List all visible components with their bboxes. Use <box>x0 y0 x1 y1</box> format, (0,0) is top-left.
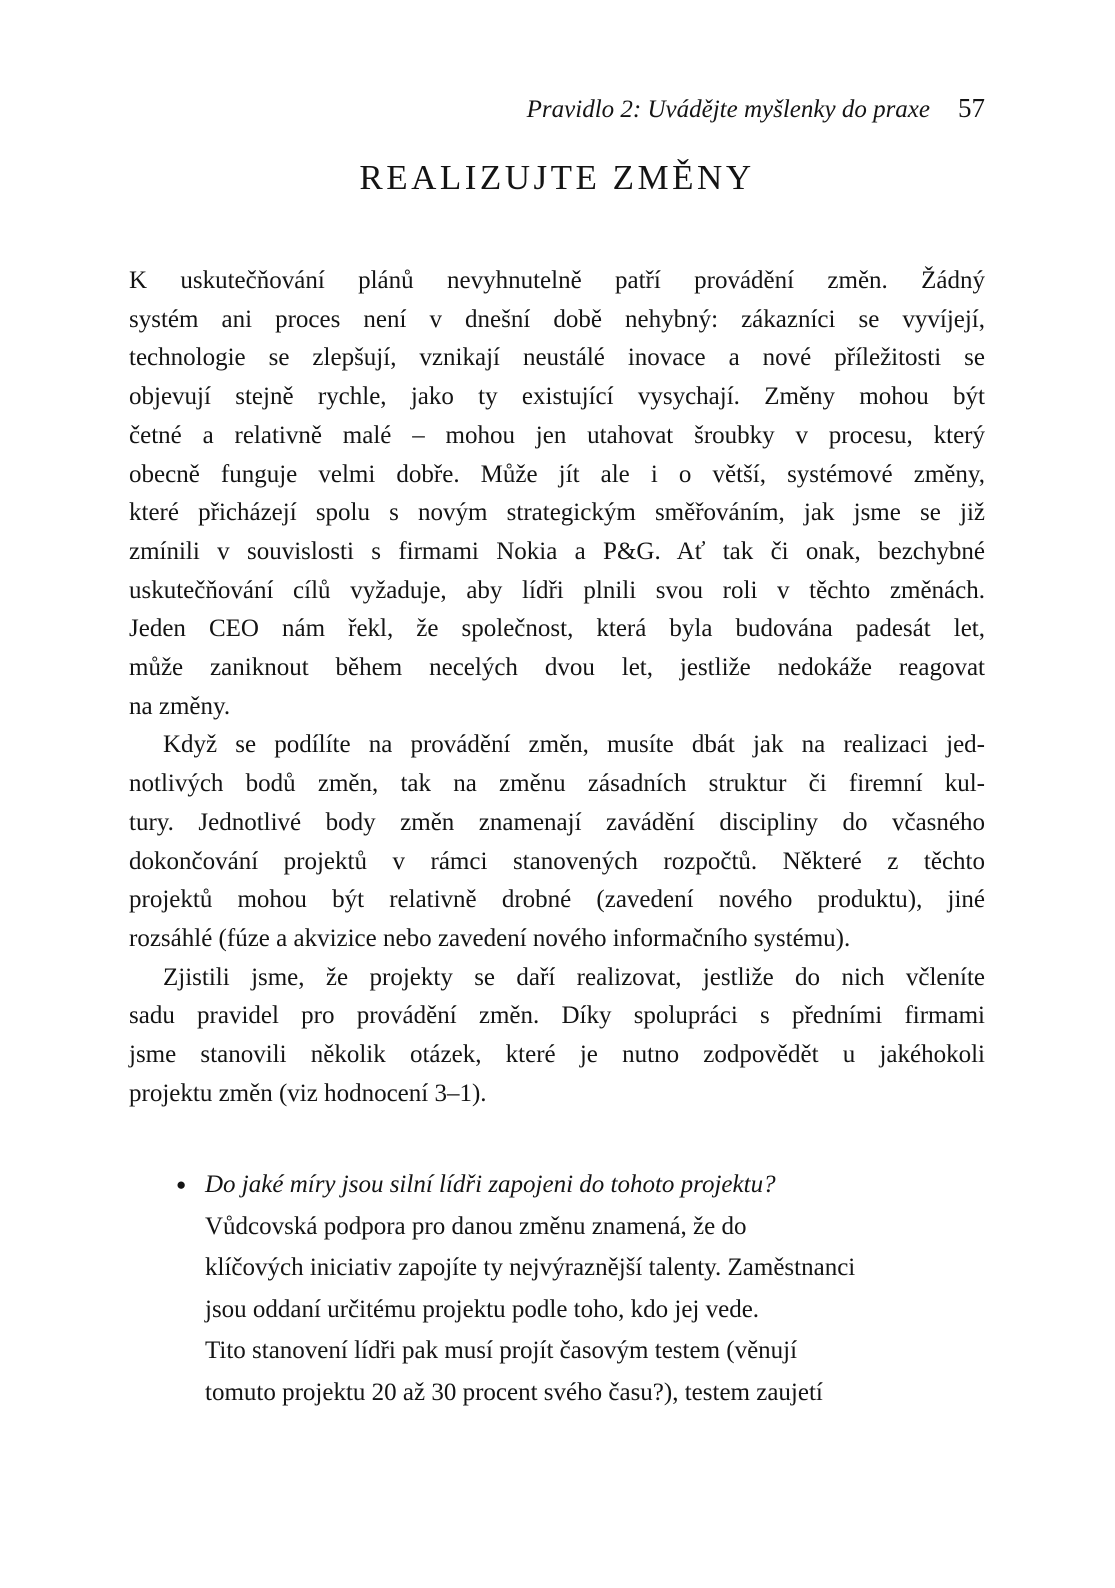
text-line: systém ani proces není v dnešní době nehybný: zákazníci se vyvíjejí, <box>129 305 985 333</box>
text-line: technologie se zlepšují, vznikají neustálé inovace a nové příležitosti se <box>129 344 985 372</box>
text-line: dokončování projektů v rámci stanovených rozpočtů. Některé z těchto <box>129 847 985 875</box>
running-title: Pravidlo 2: Uvádějte myšlenky do praxe <box>526 96 930 123</box>
text-line: tury. Jednotlivé body změn znamenají zavádění discipliny do včasného <box>129 808 985 836</box>
body-text <box>129 262 985 1413</box>
text-line: K uskutečňování plánů nevyhnutelně patří provádění změn. Žádný <box>129 267 985 294</box>
text-line: projektů mohou být relativně drobné (zavedení nového produktu), jiné <box>129 886 985 914</box>
text-line: jsou oddaní určitému projektu podle toho, kdo jej vede. <box>205 1295 760 1323</box>
paragraph-1 <box>129 262 985 726</box>
text-line: rozsáhlé (fúze a akvizice nebo zavedení nového informačního systému). <box>129 924 851 952</box>
bullet-question: Do jaké míry jsou silní lídři zapojeni do tohoto projektu? <box>205 1171 776 1199</box>
text-line: projektu změn (viz hodnocení 3–1). <box>129 1079 487 1107</box>
text-line: Když se podílíte na provádění změn, musíte dbát jak na realizaci jed- <box>163 731 985 759</box>
text-line: notlivých bodů změn, tak na změnu zásadních struktur či firemní kul- <box>129 770 985 798</box>
text-line: jsme stanovili několik otázek, které je nutno zodpovědět u jakéhokoli <box>129 1041 985 1069</box>
text-line: Vůdcovská podpora pro danou změnu znamená, že do <box>205 1212 747 1240</box>
text-line: obecně funguje velmi dobře. Může jít ale i o větší, systémové změny, <box>129 460 985 488</box>
text-line: může zaniknout během necelých dvou let, jestliže nedokáže reagovat <box>129 654 985 682</box>
bullet-text <box>205 1164 985 1413</box>
text-line: četné a relativně malé – mohou jen utahovat šroubky v procesu, který <box>129 421 985 449</box>
paragraph-3 <box>129 959 985 1114</box>
text-line: uskutečňování cílů vyžaduje, aby lídři plnili svou roli v těchto změnách. <box>129 576 985 604</box>
text-line: Tito stanovení lídři pak musí projít časovým testem (věnují <box>205 1337 798 1365</box>
text-line: které přicházejí spolu s novým strategickým směřováním, jak jsme se již <box>129 499 985 527</box>
chapter-title: REALIZUJTE ZMĚNY <box>359 158 755 197</box>
bullet-body <box>205 1206 985 1414</box>
text-line: na změny. <box>129 692 231 720</box>
text-line: Jeden CEO nám řekl, že společnost, která byla budována padesát let, <box>129 615 985 643</box>
text-line: zmínili v souvislosti s firmami Nokia a P&G. Ať tak či onak, bezchybné <box>129 537 985 565</box>
text-line: klíčových iniciativ zapojíte ty nejvýraznější talenty. Zaměstnanci <box>205 1254 856 1282</box>
paragraph-2 <box>129 726 985 958</box>
text-line: sadu pravidel pro provádění změn. Díky spolupráci s předními firmami <box>129 1002 985 1030</box>
bullet-item <box>129 1164 985 1413</box>
bullet-icon: ● <box>176 1175 187 1195</box>
text-line: objevují stejně rychle, jako ty existující vysychají. Změny mohou být <box>129 383 985 411</box>
running-header <box>129 92 985 125</box>
page-number: 57 <box>958 93 985 123</box>
text-line: Zjistili jsme, že projekty se daří realizovat, jestliže do nich včleníte <box>163 963 985 991</box>
text-line: tomuto projektu 20 až 30 procent svého času?), testem zaujetí <box>205 1378 823 1406</box>
